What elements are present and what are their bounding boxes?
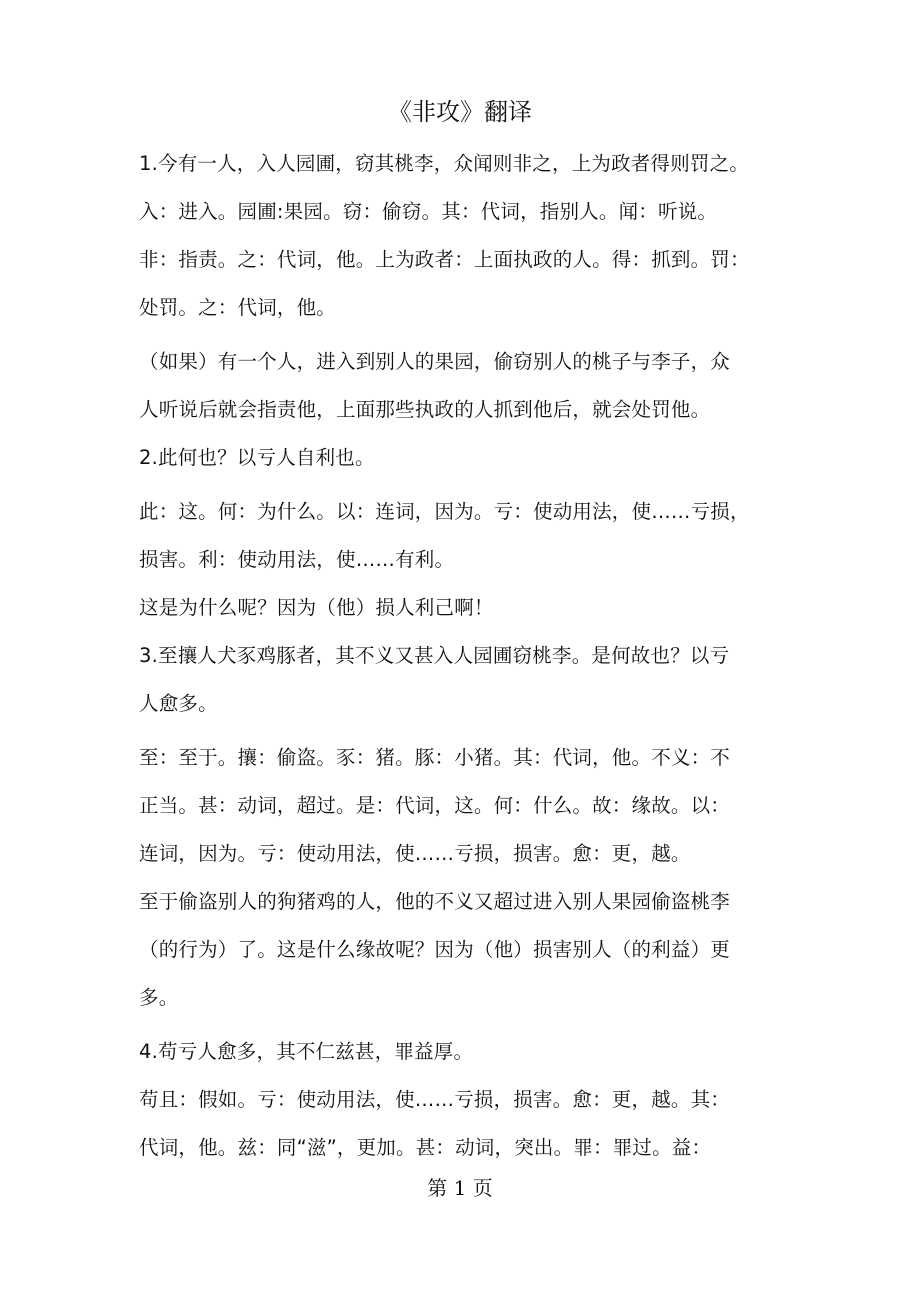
page-number: 第 1 页 [427,1176,493,1200]
line-13: 至：至于。攘：偷盗。豕：猪。豚：小猪。其：代词，他。不义：不 [139,746,731,769]
line-10: 这是为什么呢？因为（他）损人利己啊！ [139,596,494,619]
line-8: 此：这。何：为什么。以：连词，因为。亏：使动用法，使……亏损， [139,500,750,523]
line-2: 入：进入。园圃:果园。窃：偷窃。其：代词，指别人。闻：听说。 [139,200,718,223]
line-14: 正当。甚：动词，超过。是：代词，这。何：什么。故：缘故。以： [139,794,731,817]
line-12: 人愈多。 [139,692,218,715]
line-3: 非：指责。之：代词，他。上为政者：上面执政的人。得：抓到。罚： [139,248,750,271]
line-7: 2.此何也？以亏人自利也。 [139,446,375,469]
document-body [139,140,787,1172]
line-6: 人听说后就会指责他，上面那些执政的人抓到他后，就会处罚他。 [139,398,711,421]
line-15: 连词，因为。亏：使动用法，使……亏损，损害。愈：更，越。 [139,842,691,865]
line-21: 代词，他。兹：同“滋”，更加。甚：动词，突出。罪：罪过。益： [139,1136,712,1159]
line-20: 苟且：假如。亏：使动用法，使……亏损，损害。愈：更，越。其： [139,1088,731,1111]
line-16: 至于偷盗别人的狗猪鸡的人，他的不义又超过进入别人果园偷盗桃李 [139,890,731,913]
line-18: 多。 [139,986,179,1009]
document-title: 《非攻》翻译 [388,98,532,126]
line-11: 3.至攘人犬豕鸡豚者，其不义又甚入人园圃窃桃李。是何故也？以亏 [139,644,730,667]
line-19: 4.苟亏人愈多，其不仁兹甚，罪益厚。 [139,1040,474,1063]
line-4: 处罚。之：代词，他。 [139,296,337,319]
line-17: （的行为）了。这是什么缘故呢？因为（他）损害别人（的利益）更 [139,938,731,961]
line-5: （如果）有一个人，进入到别人的果园，偷窃别人的桃子与李子，众 [139,350,731,373]
line-9: 损害。利：使动用法，使……有利。 [139,548,455,571]
line-1: 1.今有一人，入人园圃，窃其桃李，众闻则非之，上为政者得则罚之。 [139,152,750,175]
